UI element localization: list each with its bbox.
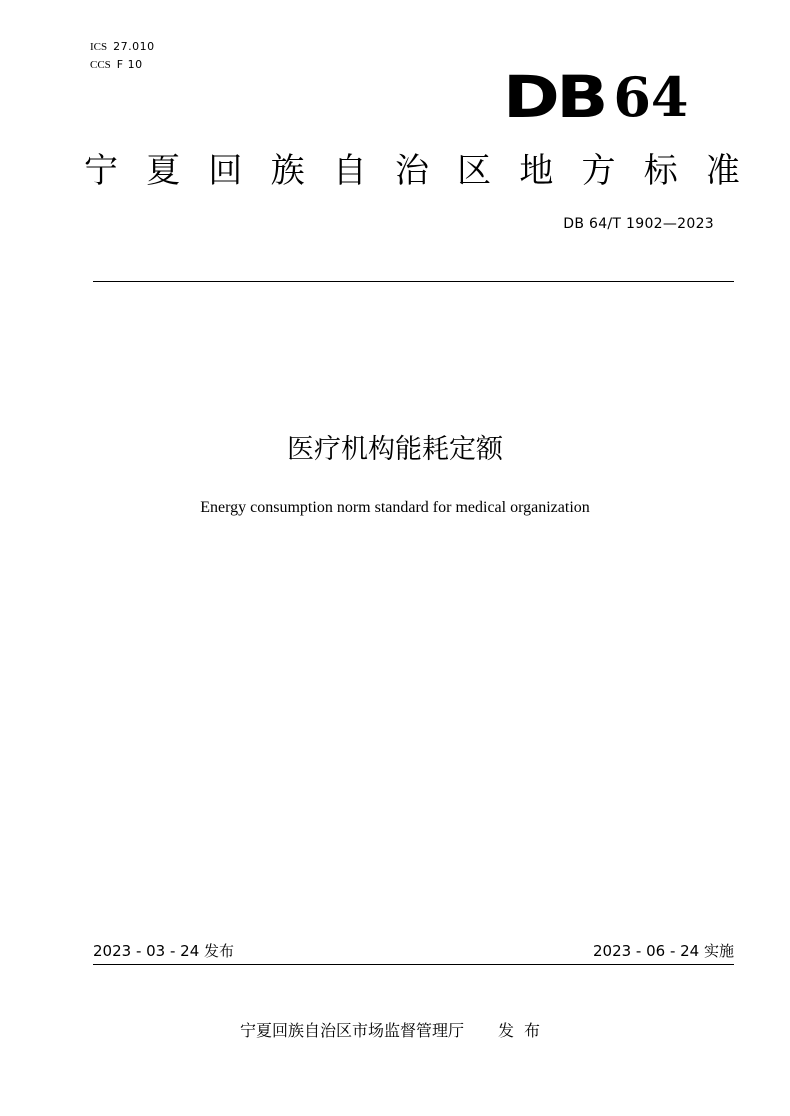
ics-label: ICS — [90, 41, 108, 53]
title-char: 回 — [208, 151, 243, 191]
implementation-date: 2023 - 06 - 24 实施 — [592, 942, 734, 960]
title-char: 治 — [394, 151, 429, 191]
title-char: 夏 — [146, 151, 181, 191]
title-char: 标 — [643, 151, 678, 191]
standard-type-title — [84, 148, 740, 194]
document-subtitle: Energy consumption norm standard for medical organization — [200, 499, 590, 516]
standard-code: DB 64/T 1902—2023 — [563, 216, 714, 232]
classification-block — [90, 38, 155, 74]
db-logo-number: 64 — [613, 65, 689, 129]
title-char: 宁 — [84, 151, 118, 191]
ccs-code: F 10 — [116, 58, 143, 71]
title-char: 区 — [457, 151, 492, 191]
ics-code: 27.010 — [113, 40, 155, 53]
issuer-line — [0, 1018, 790, 1041]
title-char: 方 — [581, 151, 616, 191]
title-char: 族 — [270, 151, 305, 191]
title-char: 准 — [705, 151, 740, 191]
db-logo-letters: DB — [503, 63, 605, 131]
title-char: 自 — [332, 151, 367, 191]
title-char: 地 — [519, 151, 554, 191]
issue-date: 2023 - 03 - 24 发布 — [93, 942, 235, 960]
issuer-name: 宁夏回族自治区市场监督管理厅 — [239, 1021, 464, 1040]
bottom-divider — [93, 964, 734, 965]
issuer-verb: 发布 — [498, 1021, 551, 1040]
document-title: 医疗机构能耗定额 — [287, 434, 503, 465]
top-divider — [93, 281, 734, 282]
ccs-label: CCS — [90, 59, 111, 71]
db-logo — [503, 63, 689, 131]
ics-line — [90, 38, 155, 56]
ccs-line — [90, 56, 155, 74]
